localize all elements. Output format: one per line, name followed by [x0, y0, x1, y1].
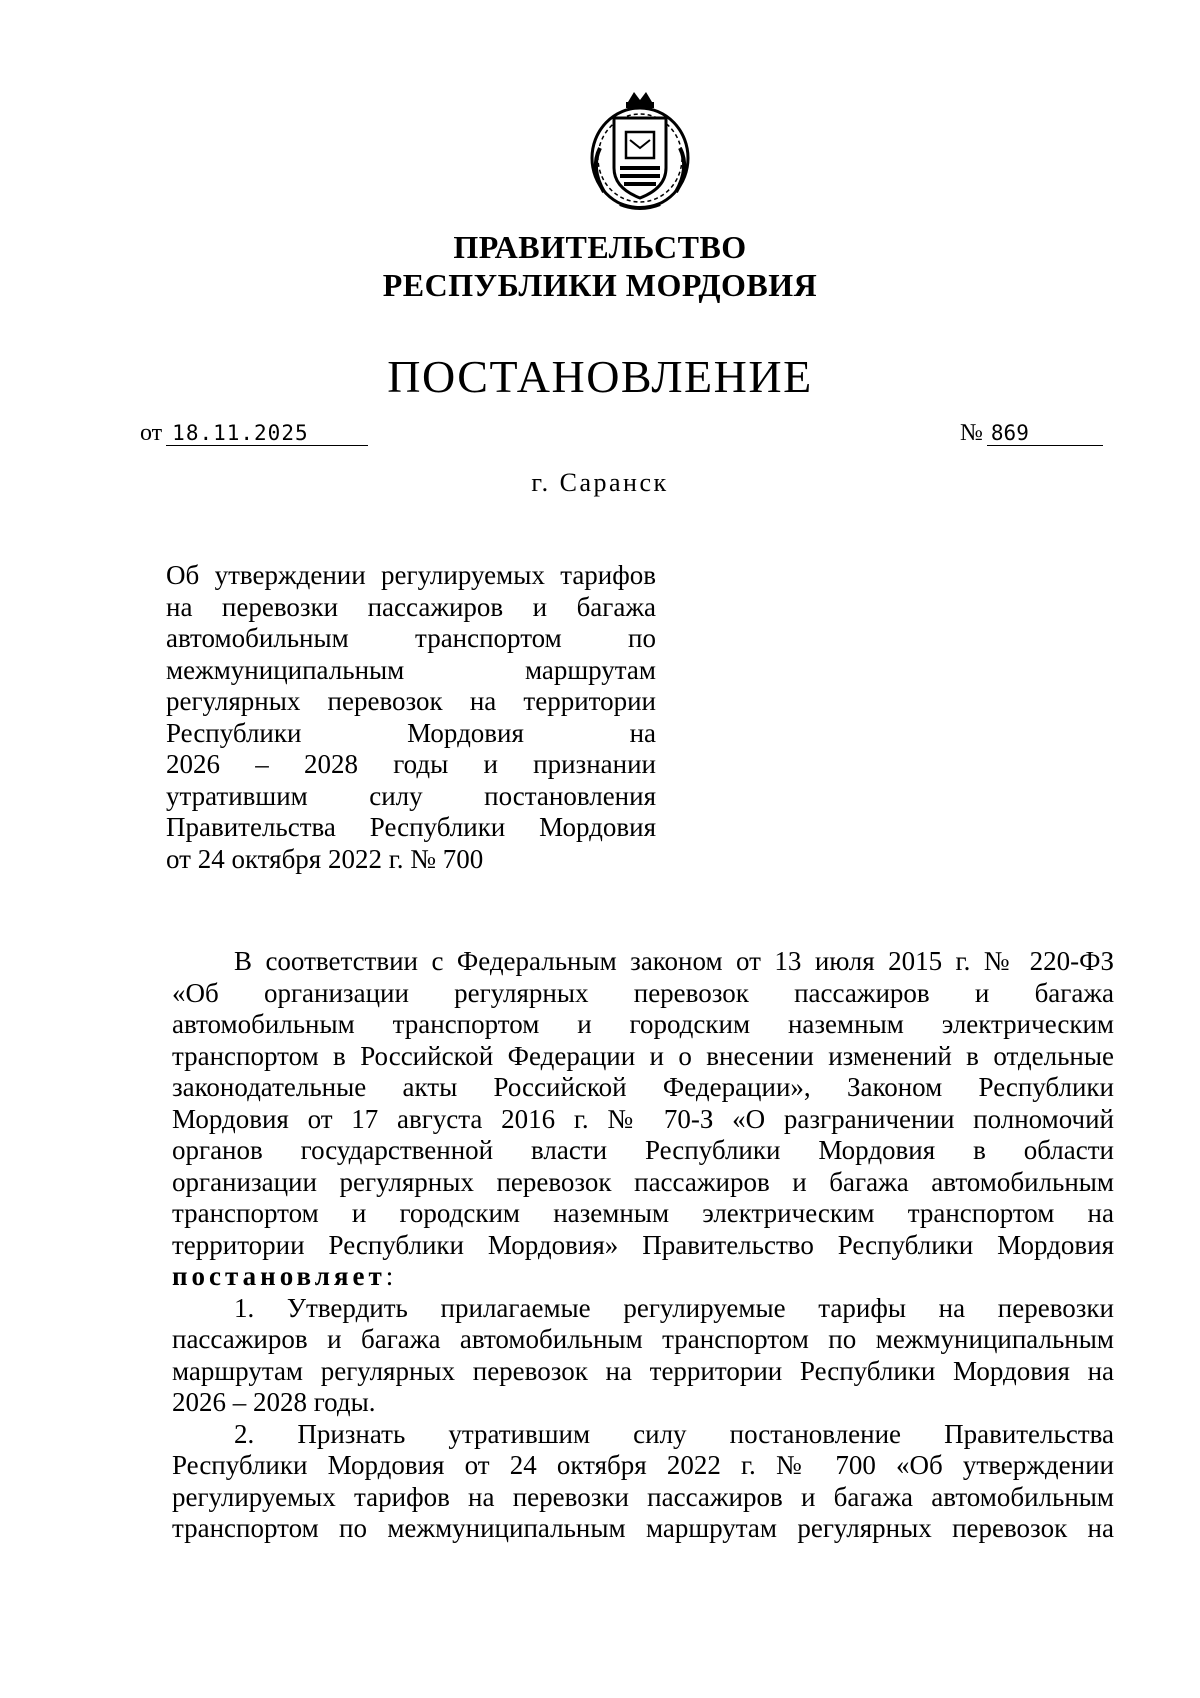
- organization-name-line-1: ПРАВИТЕЛЬСТВО: [453, 229, 747, 265]
- body-line: организации регулярных перевозок пассажиров и багажа автомобильным: [172, 1166, 1114, 1197]
- document-number: [960, 420, 1103, 447]
- title-line: Об утверждении регулируемых тарифов: [166, 560, 656, 590]
- body-line: автомобильным транспортом и городским наземным электрическим: [172, 1009, 1114, 1039]
- number-value: 869: [987, 421, 1103, 446]
- item-2-line: транспортом по межмуниципальным маршрутам регулярных перевозок на: [172, 1513, 1114, 1543]
- item-1-line: маршрутам регулярных перевозок на территории Республики Мордовия на: [172, 1355, 1114, 1386]
- document-type: ПОСТАНОВЛЕНИЕ: [387, 351, 813, 402]
- title-line: на перевозки пассажиров и багажа: [166, 591, 656, 622]
- body-line: законодательные акты Российской Федерации», Законом Республики: [172, 1072, 1114, 1102]
- item-1-line: 2026 – 2028 годы.: [172, 1387, 376, 1417]
- body-line: территории Республики Мордовия» Правительство Республики Мордовия: [172, 1229, 1114, 1260]
- number-prefix: №: [960, 420, 983, 446]
- body-line: «Об организации регулярных перевозок пассажиров и багажа: [172, 977, 1114, 1008]
- body-line: транспортом и городским наземным электрическим транспортом на: [172, 1198, 1114, 1228]
- body-line: органов государственной власти Республики Мордовия в области: [172, 1135, 1114, 1165]
- item-2-line: Республики Мордовия от 24 октября 2022 г. № 700 «Об утверждении: [172, 1450, 1114, 1480]
- resolves-line: [172, 1261, 1114, 1293]
- organization-name-line-2: РЕСПУБЛИКИ МОРДОВИЯ: [382, 267, 818, 303]
- resolves-colon: :: [385, 1261, 394, 1291]
- title-line: автомобильным транспортом по: [166, 623, 656, 653]
- title-line: утратившим силу постановления: [166, 780, 656, 811]
- coat-of-arms-emblem: [580, 88, 700, 216]
- title-line: Правительства Республики Мордовия: [166, 812, 656, 842]
- item-1-line: 1. Утвердить прилагаемые регулируемые тарифы на перевозки: [234, 1292, 1114, 1323]
- body-line: Мордовия от 17 августа 2016 г. № 70-З «О разграничении полномочий: [172, 1103, 1114, 1134]
- date-prefix: от: [140, 420, 163, 446]
- city: г. Саранск: [531, 468, 669, 497]
- resolves-word: постановляет: [172, 1261, 386, 1291]
- item-2-line: 2. Признать утратившим силу постановление Правительства: [234, 1418, 1114, 1449]
- item-1-line: пассажиров и багажа автомобильным транспортом по межмуниципальным: [172, 1324, 1114, 1354]
- body-line: транспортом в Российской Федерации и о внесении изменений в отдельные: [172, 1040, 1114, 1071]
- title-line: от 24 октября 2022 г. № 700: [166, 843, 484, 874]
- document-body: [172, 946, 1114, 1545]
- item-2-line: регулируемых тарифов на перевозки пассажиров и багажа автомобильным: [172, 1481, 1114, 1512]
- date-value: 18.11.2025: [166, 421, 368, 446]
- document-date: [140, 420, 368, 447]
- body-line: В соответствии с Федеральным законом от 13 июля 2015 г. № 220-ФЗ: [234, 946, 1114, 976]
- title-line: регулярных перевозок на территории: [166, 686, 656, 716]
- document-title: [166, 560, 656, 875]
- title-line: Республики Мордовия на: [166, 717, 656, 748]
- title-line: 2026 – 2028 годы и признании: [166, 749, 656, 779]
- title-line: межмуниципальным маршрутам: [166, 654, 656, 685]
